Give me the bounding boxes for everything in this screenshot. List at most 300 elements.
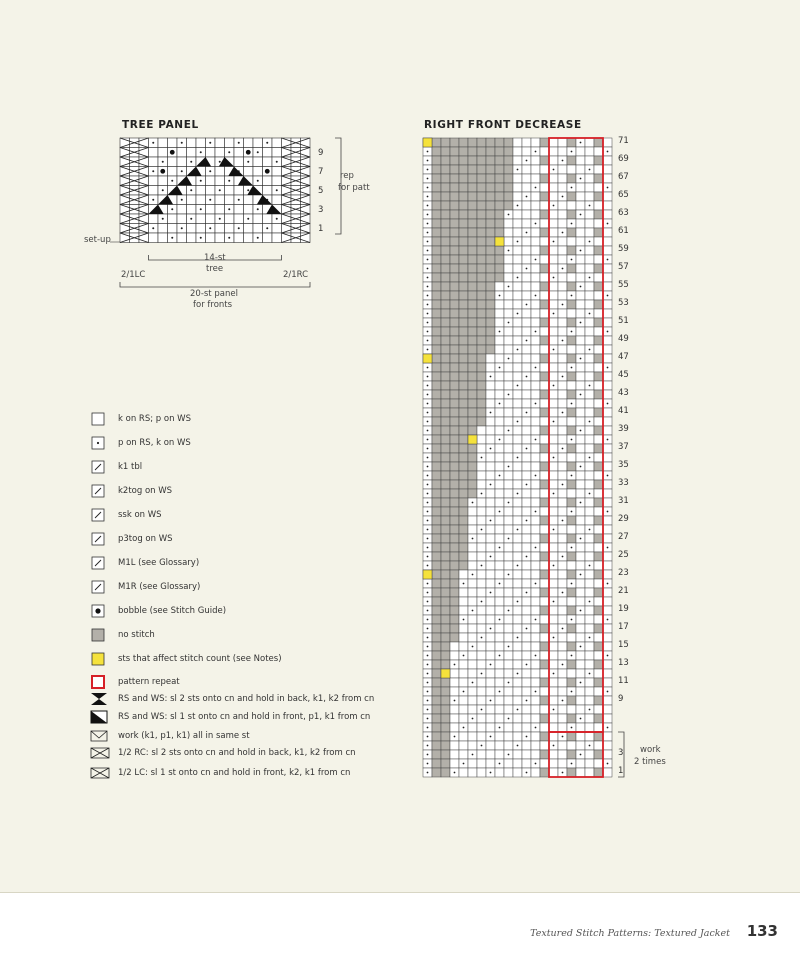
chart-cell: [495, 255, 504, 264]
chart-cell: [603, 489, 612, 498]
chart-cell: [576, 219, 585, 228]
chart-cell: [441, 264, 450, 273]
key-item: [90, 555, 199, 571]
chart-cell: [540, 462, 549, 471]
chart-cell: [468, 246, 477, 255]
chart-cell: [504, 156, 513, 165]
chart-cell: [486, 156, 495, 165]
chart-cell: [603, 705, 612, 714]
chart-cell: [459, 543, 468, 552]
chart-cell: [540, 156, 549, 165]
purl-dot: [427, 349, 429, 351]
purl-dot: [535, 511, 537, 513]
chart-cell: [540, 345, 549, 354]
chart-cell: [441, 309, 450, 318]
chart-cell: [522, 651, 531, 660]
key-item: [90, 765, 350, 781]
purl-dot: [562, 160, 564, 162]
chart-cell: [486, 165, 495, 174]
purl-dot: [526, 160, 528, 162]
purl-dot: [562, 484, 564, 486]
purl-dot: [508, 394, 510, 396]
chart-cell: [468, 615, 477, 624]
chart-cell: [450, 291, 459, 300]
chart-cell: [567, 210, 576, 219]
chart-cell: [531, 453, 540, 462]
purl-dot: [535, 547, 537, 549]
chart-cell: [549, 399, 558, 408]
chart-cell: [594, 345, 603, 354]
chart-cell: [495, 750, 504, 759]
chart-cell: [540, 471, 549, 480]
chart-cell: [522, 642, 531, 651]
purl-dot: [517, 457, 519, 459]
chart-cell: [549, 147, 558, 156]
chart-cell: [576, 741, 585, 750]
purl-dot: [562, 628, 564, 630]
chart-cell: [432, 543, 441, 552]
chart-cell: [558, 417, 567, 426]
key-item: [90, 411, 191, 427]
chart-cell: [468, 624, 477, 633]
chart-cell: [576, 759, 585, 768]
purl-dot: [508, 466, 510, 468]
chart-cell: [495, 354, 504, 363]
purl-dot: [427, 331, 429, 333]
chart-cell: [459, 282, 468, 291]
purl-dot: [562, 736, 564, 738]
chart-cell: [486, 147, 495, 156]
chart-cell: [468, 201, 477, 210]
chart-cell: [441, 327, 450, 336]
purl-dot: [526, 736, 528, 738]
chart-cell: [432, 498, 441, 507]
chart-cell: [441, 318, 450, 327]
right-cable-label: 2/1RC: [283, 270, 309, 280]
chart-cell: [567, 633, 576, 642]
chart-cell: [549, 687, 558, 696]
purl-dot: [562, 556, 564, 558]
chart-cell: [540, 147, 549, 156]
purl-dot: [571, 475, 573, 477]
purl-dot: [427, 511, 429, 513]
chart-cell: [468, 525, 477, 534]
chart-cell: [594, 219, 603, 228]
chart-cell: [504, 363, 513, 372]
chart-cell: [450, 588, 459, 597]
chart-cell: [495, 453, 504, 462]
chart-cell: [522, 354, 531, 363]
key-label: M1R (see Glossary): [118, 582, 201, 592]
chart-cell: [504, 381, 513, 390]
chart-cell: [468, 516, 477, 525]
chart-cell: [549, 534, 558, 543]
chart-cell: [450, 750, 459, 759]
chart-cell: [513, 264, 522, 273]
chart-cell: [567, 741, 576, 750]
chart-cell: [567, 714, 576, 723]
chart-cell: [441, 723, 450, 732]
chart-cell: [558, 651, 567, 660]
chart-cell: [450, 381, 459, 390]
chart-cell: [468, 507, 477, 516]
purl-dot: [490, 772, 492, 774]
chart-cell: [459, 678, 468, 687]
purl-dot: [589, 601, 591, 603]
chart-cell: [540, 408, 549, 417]
chart-cell: [441, 498, 450, 507]
chart-cell: [441, 291, 450, 300]
chart-cell: [441, 336, 450, 345]
chart-cell: [540, 255, 549, 264]
chart-cell: [585, 714, 594, 723]
chart-cell: [459, 588, 468, 597]
chart-cell: [594, 732, 603, 741]
chart-cell: [603, 588, 612, 597]
chart-cell: [594, 759, 603, 768]
purl-dot: [508, 322, 510, 324]
chart-cell: [486, 489, 495, 498]
chart-cell: [441, 219, 450, 228]
purl-dot: [517, 529, 519, 531]
purl-dot: [607, 259, 609, 261]
chart-cell: [594, 444, 603, 453]
purl-dot: [535, 331, 537, 333]
chart-cell: [558, 669, 567, 678]
chart-cell: [459, 642, 468, 651]
chart-cell: [450, 417, 459, 426]
chart-cell: [432, 588, 441, 597]
chart-cell: [558, 741, 567, 750]
chart-cell: [513, 192, 522, 201]
chart-cell: [432, 192, 441, 201]
chart-cell: [450, 597, 459, 606]
chart-cell: [531, 642, 540, 651]
chart-cell: [477, 372, 486, 381]
chart-cell: [603, 732, 612, 741]
chart-cell: [441, 246, 450, 255]
chart-cell: [459, 165, 468, 174]
purl-dot: [508, 538, 510, 540]
purl-dot: [427, 772, 429, 774]
purl-dot: [589, 637, 591, 639]
chart-cell: [477, 417, 486, 426]
chart-cell: [432, 417, 441, 426]
chart-cell: [504, 192, 513, 201]
chart-cell: [558, 201, 567, 210]
decrease-row-number: 29: [618, 514, 629, 524]
chart-cell: [495, 462, 504, 471]
purl-dot: [526, 556, 528, 558]
chart-cell: [603, 453, 612, 462]
chart-cell: [459, 498, 468, 507]
chart-cell: [531, 570, 540, 579]
key-label: k2tog on WS: [118, 486, 173, 496]
key-label: p on RS, k on WS: [118, 438, 191, 448]
chart-cell: [540, 246, 549, 255]
chart-cell: [432, 165, 441, 174]
chart-cell: [540, 642, 549, 651]
chart-cell: [450, 687, 459, 696]
chart-cell: [549, 354, 558, 363]
purl-dot: [553, 421, 555, 423]
chart-cell: [603, 525, 612, 534]
chart-cell: [585, 471, 594, 480]
chart-cell: [549, 255, 558, 264]
chart-cell: [585, 624, 594, 633]
chart-cell: [468, 453, 477, 462]
chart-cell: [576, 444, 585, 453]
chart-cell: [558, 615, 567, 624]
chart-cell: [567, 246, 576, 255]
purl-dot: [562, 268, 564, 270]
chart-cell: [585, 336, 594, 345]
chart-cell: [468, 462, 477, 471]
purl-dot: [463, 727, 465, 729]
chart-cell: [432, 237, 441, 246]
chart-cell: [567, 480, 576, 489]
chart-cell: [450, 435, 459, 444]
chart-cell: [504, 138, 513, 147]
chart-cell: [450, 228, 459, 237]
chart-cell: [486, 534, 495, 543]
chart-cell: [585, 282, 594, 291]
chart-cell: [585, 750, 594, 759]
chart-cell: [459, 732, 468, 741]
chart-cell: [495, 588, 504, 597]
purl-dot: [607, 331, 609, 333]
chart-cell: [486, 426, 495, 435]
chart-cell: [522, 138, 531, 147]
chart-cell: [495, 444, 504, 453]
chart-cell: [576, 417, 585, 426]
chart-cell: [540, 399, 549, 408]
chart-cell: [585, 327, 594, 336]
chart-cell: [504, 615, 513, 624]
purl-dot: [589, 205, 591, 207]
purl-dot: [427, 592, 429, 594]
key-item: [90, 651, 282, 667]
purl-dot: [562, 304, 564, 306]
chart-cell: [513, 372, 522, 381]
chart-cell: [477, 264, 486, 273]
chart-cell: [513, 615, 522, 624]
purl-dot: [427, 538, 429, 540]
key-label: RS and WS: sl 2 sts onto cn and hold in back, k1, k2 from cn: [118, 694, 375, 704]
chart-cell: [513, 498, 522, 507]
chart-cell: [558, 363, 567, 372]
chart-cell: [504, 453, 513, 462]
chart-cell: [441, 435, 450, 444]
purl-dot: [580, 538, 582, 540]
chart-cell: [576, 183, 585, 192]
chart-cell: [450, 219, 459, 228]
chart-cell: [513, 660, 522, 669]
purl-dot: [508, 682, 510, 684]
purl-dot: [526, 628, 528, 630]
chart-cell: [522, 570, 531, 579]
purl-dot: [427, 232, 429, 234]
chart-cell: [594, 273, 603, 282]
chart-cell: [540, 138, 549, 147]
chart-cell: [603, 408, 612, 417]
chart-cell: [585, 372, 594, 381]
purl-dot: [571, 403, 573, 405]
chart-cell: [459, 228, 468, 237]
chart-cell: [513, 462, 522, 471]
chart-cell: [495, 624, 504, 633]
chart-cell: [459, 669, 468, 678]
chart-cell: [513, 732, 522, 741]
chart-cell: [540, 624, 549, 633]
chart-cell: [486, 669, 495, 678]
chart-cell: [432, 201, 441, 210]
chart-cell: [558, 705, 567, 714]
chart-cell: [531, 372, 540, 381]
purl-dot: [607, 691, 609, 693]
chart-cell: [486, 228, 495, 237]
chart-cell: [459, 516, 468, 525]
chart-cell: [567, 498, 576, 507]
chart-cell: [513, 678, 522, 687]
chart-cell: [576, 561, 585, 570]
chart-cell: [549, 210, 558, 219]
chart-cell: [441, 408, 450, 417]
knit-square-icon: [90, 411, 108, 427]
chart-cell: [450, 264, 459, 273]
chart-cell: [504, 687, 513, 696]
chart-cell: [594, 624, 603, 633]
purl-dot: [607, 475, 609, 477]
rep-for-patt-label: for patt: [338, 183, 370, 193]
chart-cell: [594, 228, 603, 237]
chart-cell: [468, 669, 477, 678]
purl-dot: [607, 727, 609, 729]
purl-dot: [571, 619, 573, 621]
purl-dot: [490, 736, 492, 738]
chart-cell: [468, 471, 477, 480]
chart-cell: [459, 183, 468, 192]
chart-cell: [486, 219, 495, 228]
chart-cell: [441, 543, 450, 552]
chart-cell: [567, 606, 576, 615]
chart-cell: [594, 318, 603, 327]
chart-cell: [468, 381, 477, 390]
chart-cell: [486, 192, 495, 201]
chart-cell: [540, 534, 549, 543]
purl-dot: [499, 439, 501, 441]
chart-cell: [585, 138, 594, 147]
chart-cell: [459, 561, 468, 570]
chart-cell: [522, 543, 531, 552]
purl-dot: [562, 772, 564, 774]
chart-cell: [486, 363, 495, 372]
chart-cell: [441, 615, 450, 624]
chart-cell: [513, 426, 522, 435]
chart-cell: [459, 354, 468, 363]
chart-cell: [495, 174, 504, 183]
chart-cell: [513, 390, 522, 399]
chart-cell: [540, 354, 549, 363]
purl-dot: [580, 502, 582, 504]
chart-cell: [567, 354, 576, 363]
chart-cell: [468, 255, 477, 264]
chart-cell: [432, 138, 441, 147]
chart-cell: [594, 435, 603, 444]
chart-cell: [432, 552, 441, 561]
chart-cell: [594, 723, 603, 732]
chart-cell: [495, 336, 504, 345]
chart-cell: [513, 408, 522, 417]
tree-row-1: 1: [318, 224, 324, 234]
purl-dot: [427, 619, 429, 621]
chart-cell: [531, 408, 540, 417]
chart-cell: [459, 705, 468, 714]
purl-dot: [427, 709, 429, 711]
chart-cell: [558, 291, 567, 300]
purl-dot: [427, 241, 429, 243]
yellow-cell: [468, 435, 477, 444]
chart-cell: [549, 228, 558, 237]
chart-cell: [450, 300, 459, 309]
chart-cell: [432, 381, 441, 390]
chart-cell: [432, 327, 441, 336]
chart-cell: [459, 174, 468, 183]
chart-cell: [531, 138, 540, 147]
purl-dot: [427, 178, 429, 180]
chart-cell: [477, 183, 486, 192]
chart-cell: [513, 750, 522, 759]
purl-dot: [535, 619, 537, 621]
chart-cell: [603, 498, 612, 507]
purl-dot: [427, 322, 429, 324]
chart-cell: [603, 552, 612, 561]
purl-dot: [427, 601, 429, 603]
chart-cell: [513, 219, 522, 228]
chart-cell: [513, 246, 522, 255]
chart-cell: [540, 390, 549, 399]
purl-dot: [517, 169, 519, 171]
chart-cell: [486, 246, 495, 255]
chart-cell: [432, 453, 441, 462]
chart-cell: [513, 588, 522, 597]
chart-cell: [441, 210, 450, 219]
purl-dot: [535, 367, 537, 369]
chart-cell: [585, 390, 594, 399]
chart-cell: [450, 453, 459, 462]
chart-cell: [477, 156, 486, 165]
chart-cell: [567, 525, 576, 534]
chart-cell: [558, 318, 567, 327]
purl-dot: [427, 385, 429, 387]
chart-cell: [513, 606, 522, 615]
chart-cell: [486, 291, 495, 300]
chart-cell: [594, 660, 603, 669]
purl-dot: [508, 718, 510, 720]
chart-cell: [495, 660, 504, 669]
chart-cell: [477, 678, 486, 687]
chart-cell: [450, 552, 459, 561]
purl-dot: [427, 268, 429, 270]
chart-cell: [495, 138, 504, 147]
chart-cell: [441, 606, 450, 615]
chart-cell: [603, 462, 612, 471]
chart-cell: [603, 570, 612, 579]
chart-cell: [441, 732, 450, 741]
chart-cell: [486, 543, 495, 552]
chart-cell: [540, 543, 549, 552]
chart-cell: [432, 345, 441, 354]
